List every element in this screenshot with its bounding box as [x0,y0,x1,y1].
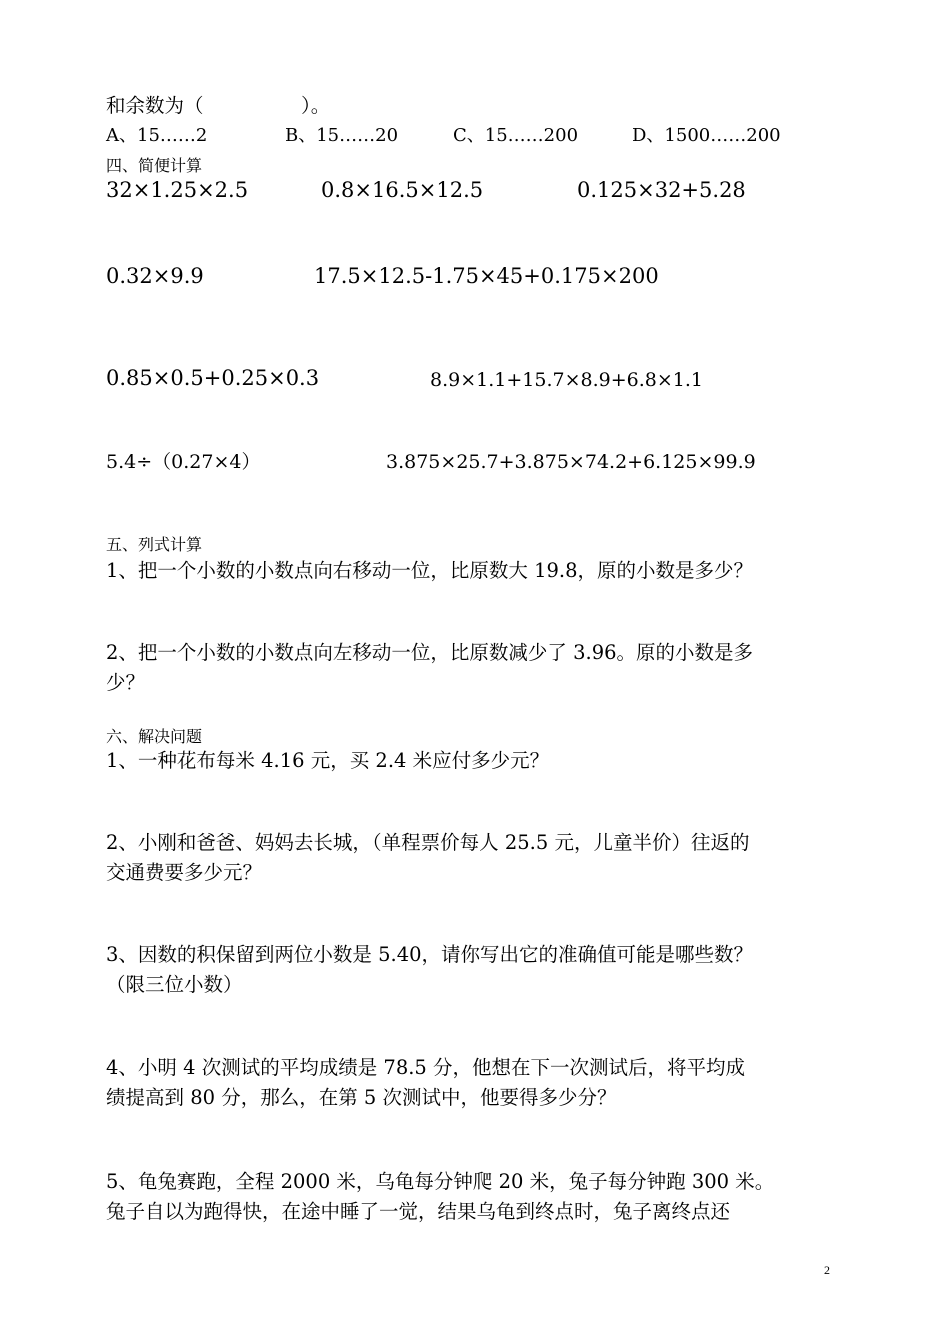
expression-8: 5.4÷（0.27×4） [106,451,261,473]
section6-question-5-line1: 5、龟兔赛跑，全程 2000 米，乌龟每分钟爬 20 米，兔子每分钟跑 300 米。 [106,1170,775,1193]
option-c: C、15……200 [453,125,579,146]
expression-2: 0.8×16.5×12.5 [321,178,484,202]
option-a: A、15……2 [106,125,208,146]
option-b: B、15……20 [285,125,399,146]
section6-question-1: 1、一种花布每米 4.16 元，买 2.4 米应付多少元？ [106,749,550,772]
expression-9: 3.875×25.7+3.875×74.2+6.125×99.9 [386,451,756,473]
section6-question-4-line2: 绩提高到 80 分，那么，在第 5 次测试中，他要得多少分？ [106,1086,617,1109]
expression-1: 32×1.25×2.5 [106,178,249,202]
question-stem: 和余数为（ ）。 [106,94,331,117]
expression-6: 0.85×0.5+0.25×0.3 [106,366,320,390]
section6-question-2-line1: 2、小刚和爸爸、妈妈去长城，（单程票价每人 25.5 元，儿童半价）往返的 [106,831,750,854]
section6-question-3-line1: 3、因数的积保留到两位小数是 5.40，请你写出它的准确值可能是哪些数？ [106,943,754,966]
section-title-4: 四、简便计算 [106,156,203,175]
section5-question-2-line2: 少？ [106,671,146,694]
section-title-5: 五、列式计算 [106,535,203,554]
section6-question-3-line2: （限三位小数） [106,973,243,996]
page-number: 2 [824,1263,830,1277]
expression-5: 17.5×12.5-1.75×45+0.175×200 [314,264,659,288]
section5-question-2-line1: 2、把一个小数的小数点向左移动一位，比原数减少了 3.96。原的小数是多 [106,641,754,664]
expression-4: 0.32×9.9 [106,264,204,288]
option-d: D、1500……200 [632,125,781,146]
section-title-6: 六、解决问题 [106,727,203,746]
expression-7: 8.9×1.1+15.7×8.9+6.8×1.1 [430,369,703,391]
section6-question-4-line1: 4、小明 4 次测试的平均成绩是 78.5 分，他想在下一次测试后，将平均成 [106,1056,746,1079]
section6-question-2-line2: 交通费要多少元？ [106,861,263,884]
section5-question-1: 1、把一个小数的小数点向右移动一位，比原数大 19.8，原的小数是多少？ [106,559,754,582]
section6-question-5-line2: 兔子自以为跑得快，在途中睡了一觉，结果乌龟到终点时，兔子离终点还 [106,1200,731,1223]
expression-3: 0.125×32+5.28 [577,178,746,202]
